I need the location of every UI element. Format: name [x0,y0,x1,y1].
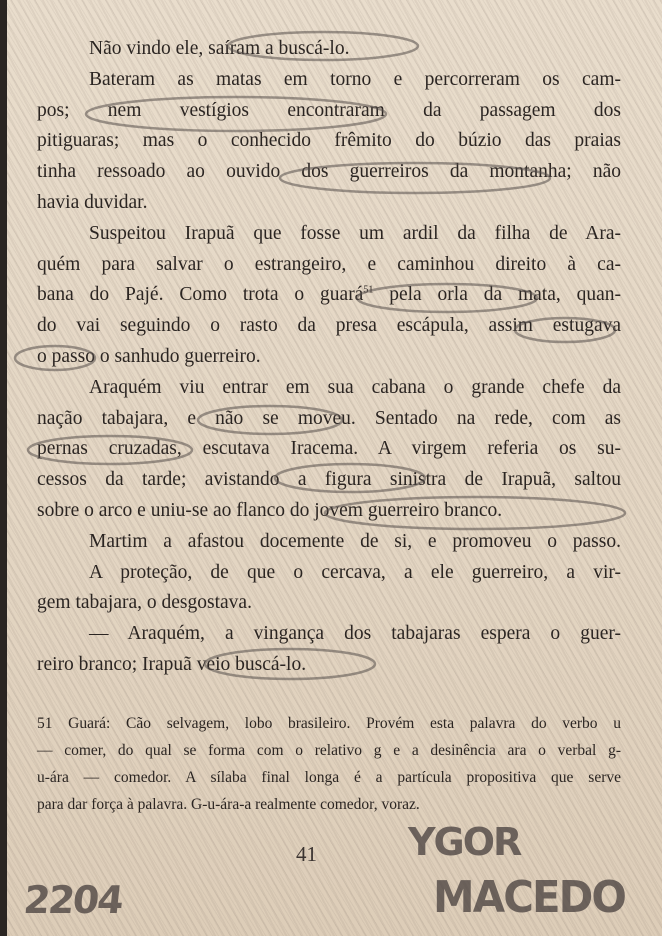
text-line: pitiguaras; mas o conhecido frêmito do búzio das praias [37,130,621,152]
text-line: pernas cruzadas, escutava Iracema. A virgem referia os su- [37,438,621,460]
footnote-reference: 51 [363,284,374,296]
text-line: do vai seguindo o rasto da presa escápula, assim estugava [37,315,621,337]
text-line: gem tabajara, o desgostava. [37,592,252,614]
text-line: sobre o arco e uniu-se ao flanco do jovem guerreiro branco. [37,499,503,521]
text-line: — Araquém, a vingança dos tabajaras espera o guer- [89,623,621,645]
text-line: tinha ressoado ao ouvido dos guerreiros da montanha; não [37,161,621,183]
text-line: Suspeitou Irapuã que fosse um ardil da filha de Ara- [89,222,621,244]
main-text [37,34,621,681]
handwritten-signature-last: MACEDO [433,872,626,923]
footnote [37,710,621,818]
text-line: Não vindo ele, saíram a buscá-lo. [89,38,350,59]
text-fragment: bana do Pajé. Como trota o guará [37,284,364,306]
text-line: pos; nem vestígios encontraram da passagem dos [37,99,621,121]
text-fragment: pela orla da mata, quan- [373,284,621,306]
text-line: cessos da tarde; avistando a figura sinistra de Irapuã, saltou [37,469,621,491]
text-line: reiro branco; Irapuã veio buscá-lo. [37,653,307,675]
handwritten-number: 2204 [21,878,125,922]
text-line: Bateram as matas em torno e percorreram os cam- [89,68,621,90]
page-number: 41 [296,842,317,866]
text-line: Martim a afastou docemente de si, e promoveu o passo. [89,530,621,552]
text-line: A proteção, de que o cercava, a ele guerreiro, a vir- [89,561,621,583]
text-line: havia duvidar. [37,191,148,213]
text-line: Araquém viu entrar em sua cabana o grande chefe da [89,376,621,398]
footnote-line: para dar força à palavra. G-u-ára-a realmente comedor, voraz. [37,796,420,813]
footnote-line: 51 Guará: Cão selvagem, lobo brasileiro. Provém esta palavra do verbo u [37,715,621,732]
text-line: o passo o sanhudo guerreiro. [37,345,261,367]
text-line: nação tabajara, e não se moveu. Sentado na rede, com as [37,407,621,429]
page-edge-shadow [0,0,7,936]
text-line-with-footnote [37,280,621,311]
footnote-line: — comer, do qual se forma com o relativo g e a desinência ara o verbal g- [37,742,621,759]
handwritten-signature-first: YGOR [408,820,521,864]
footnote-line: u-ára — comedor. A sílaba final longa é a partícula propositiva que serve [37,769,621,786]
text-line: quém para salvar o estrangeiro, e caminhou direito à ca- [37,253,621,275]
